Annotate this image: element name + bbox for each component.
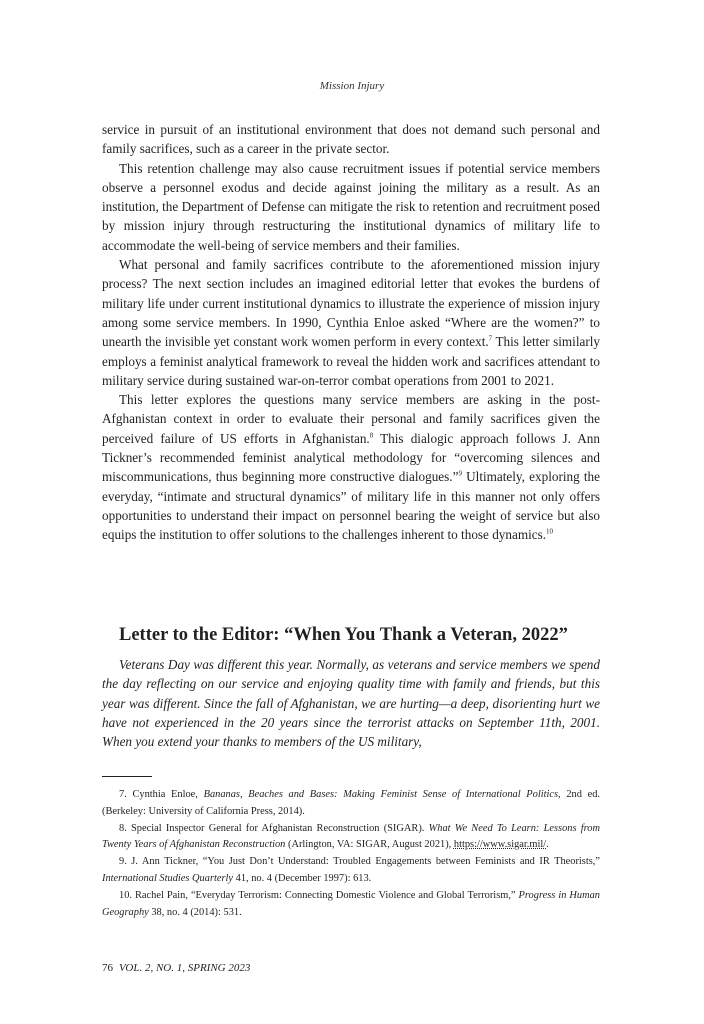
footnote-9 [102, 854, 600, 888]
footnote-text: . [546, 839, 549, 851]
page-footer [102, 962, 250, 974]
footnote-text: 8. Special Inspector General for Afghanistan Reconstruction (SIGAR). [119, 822, 429, 834]
paragraph-text: This letter similarly employs a feminist analytical framework to reveal the hidden work and sacrifices attendant to military service during sustained war-on-terror combat operations from 2001 to 2021. [102, 334, 600, 388]
body-text [102, 120, 600, 545]
footnote-title: What We Need To Learn: Lessons from Twenty Years of Afghanistan Reconstruction [102, 822, 600, 851]
letter-paragraph: Veterans Day was different this year. Normally, as veterans and service members we spend the day reflecting on our service and enjoying quality time with family and friends, but this year was different. Since the fall of Afghanistan, we are hurting—a deep, disorienting hurt we have not experienced in the 20 years since the terrorist attacks on September 11th, 2001. When you extend your thanks to members of the US military, [102, 657, 600, 750]
paragraph-text: What personal and family sacrifices contribute to the aforementioned mission injury process? The next section includes an imagined editorial letter that evokes the burdens of military life under current institutional dynamics to illustrate the experience of mission injury among some service members. In 1990, Cynthia Enloe asked “Where are the women?” to unearth the invisible yet constant work women perform in every context. [102, 257, 600, 350]
footnote-title: Progress in Human Geography [102, 889, 601, 918]
paragraph-text: Ultimately, exploring the everyday, “intimate and structural dynamics” of military life in this manner not only offers opportunities to understand their impact on personnel bearing the weight of service but also equips the institution to offer solutions to the challenges inherent to those dynamics. [102, 469, 600, 543]
running-head: Mission Injury [319, 80, 385, 92]
footnotes [102, 787, 600, 921]
footnote-text: 41, no. 4 (December 1997): 613. [233, 872, 372, 884]
paragraph [102, 390, 600, 544]
footnote-8 [102, 821, 600, 855]
footnote-ref[interactable]: 8 [369, 431, 374, 440]
footnote-title: Bananas, Beaches and Bases: Making Feminist Sense of International Politics [203, 789, 559, 800]
footnote-title: International Studies Quarterly [102, 872, 234, 884]
footnote-text: 38, no. 4 (2014): 531. [148, 906, 242, 918]
section-heading: Letter to the Editor: “When You Thank a Veteran, 2022” [119, 625, 568, 645]
footnote-text: 9. J. Ann Tickner, “You Just Don’t Understand: Troubled Engagements between Feminists and IR Theorists,” [119, 856, 600, 868]
journal-issue: VOL. 2, NO. 1, SPRING 2023 [119, 962, 251, 974]
footnote-ref[interactable]: 9 [458, 469, 462, 478]
footnote-text: , 2nd ed. (Berkeley: University of California Press, 2014). [102, 789, 601, 817]
paragraph: This retention challenge may also cause recruitment issues if potential service members observe a personnel exodus and decide against joining the military as a result. As an institution, the Department of Defense can mitigate the risk to retention and recruitment posed by mission injury through restructuring the institutional dynamics of military life to accommodate the well-being of service members and their families. [102, 160, 600, 253]
letter-body [102, 655, 600, 751]
paragraph: service in pursuit of an institutional environment that does not demand such personal and family sacrifices, such as a career in the private sector. [102, 122, 600, 157]
footnote-text: 7. Cynthia Enloe, [119, 789, 204, 800]
footnote-link[interactable]: https://www.sigar.mil/ [453, 839, 547, 851]
footnote-divider [102, 776, 152, 777]
footnote-7 [102, 787, 600, 821]
page-number: 76 [102, 962, 113, 974]
footnote-ref[interactable]: 7 [488, 334, 493, 343]
footnote-10 [102, 888, 600, 922]
paragraph-text: This dialogic approach follows J. Ann Tickner’s recommended feminist analytical methodology for “overcoming silences and miscommunications, thus beginning more constructive dialogues.” [102, 430, 600, 485]
paragraph-text: This letter explores the questions many service members are asking in the post-Afghanistan context in order to evaluate their personal and family sacrifices given the perceived failure of US efforts in Afghanistan. [102, 392, 600, 446]
paragraph [102, 255, 600, 390]
footnote-text: 10. Rachel Pain, “Everyday Terrorism: Connecting Domestic Violence and Global Terrorism,” [119, 889, 519, 901]
footnote-text: (Arlington, VA: SIGAR, August 2021), [285, 839, 454, 851]
footnote-ref[interactable]: 10 [546, 527, 554, 536]
